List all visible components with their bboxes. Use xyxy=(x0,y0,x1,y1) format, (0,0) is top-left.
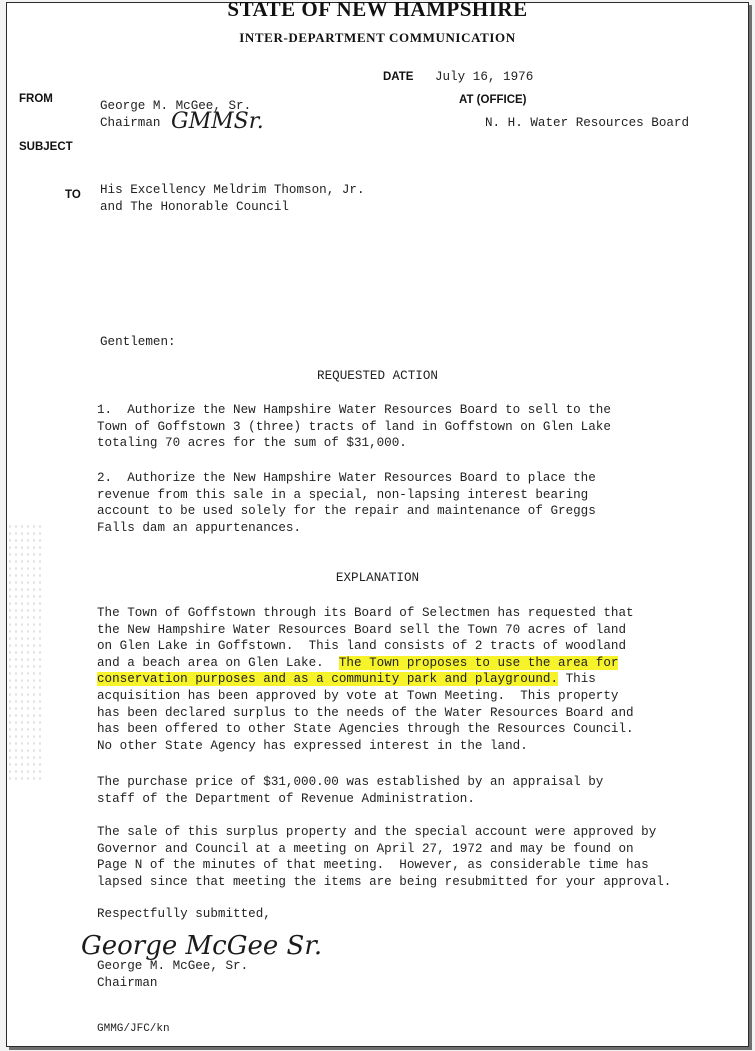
to-line-1: His Excellency Meldrim Thomson, Jr. xyxy=(100,183,365,197)
requested-action-heading: REQUESTED ACTION xyxy=(317,369,438,383)
at-office-value: N. H. Water Resources Board xyxy=(485,116,690,130)
sale-paragraph: The sale of this surplus property and the special account were approved by Governor and Council at a meeting on April 27, 1972 and may be found on Page N of the minutes of that meeting. However, as considerable time has lapsed since that meeting the items are being resubmitted for your approval. xyxy=(97,825,672,889)
date-label: DATE xyxy=(383,71,414,83)
subject-label: SUBJECT xyxy=(19,141,73,153)
action-item-1: 1. Authorize the New Hampshire Water Resources Board to sell to the Town of Goffstown 3 (three) tracts of land in Goffstown on Glen Lake totaling 70 acres for the sum of $31,000. xyxy=(97,403,611,451)
salutation: Gentlemen: xyxy=(100,335,176,349)
signer-title: Chairman xyxy=(97,976,158,990)
price-paragraph: The purchase price of $31,000.00 was established by an appraisal by staff of the Department of Revenue Administration. xyxy=(97,775,604,806)
letterhead-subtitle: INTER-DEPARTMENT COMMUNICATION xyxy=(239,30,516,45)
letterhead-state: STATE OF NEW HAMPSHIRE xyxy=(227,0,528,21)
from-label: FROM xyxy=(19,93,53,105)
explanation-heading: EXPLANATION xyxy=(335,571,420,585)
highlighted-text-1: The Town proposes to use the area for xyxy=(338,655,619,670)
date-value: July 16, 1976 xyxy=(435,70,534,84)
action-item-2: 2. Authorize the New Hampshire Water Resources Board to place the revenue from this sale in a special, non-lapsing interest bearing account to be used solely for the repair and maintenance of Greggs Falls dam an appurtenances. xyxy=(97,471,596,535)
to-label: TO xyxy=(65,189,81,201)
explanation-text-start: The Town of Goffstown through its Board of Selectmen has requested that the New Hampshire Water Resources Board sell the Town 70 acres of land on Glen Lake in Goffstown. This land consists of 2 tracts of woodland and a beach area on Glen Lake. xyxy=(97,606,634,670)
highlighted-text-2: conservation purposes and as a community park and playground. xyxy=(97,672,559,687)
from-title: Chairman xyxy=(100,116,161,130)
from-initials-signature: GMMSr. xyxy=(171,109,264,134)
explanation-paragraph xyxy=(97,605,634,754)
signer-name: George M. McGee, Sr. xyxy=(97,959,249,973)
scan-speckle xyxy=(7,523,43,783)
handwritten-signature: George McGee Sr. xyxy=(81,931,323,961)
closing-line: Respectfully submitted, xyxy=(97,907,271,921)
at-office-label: AT (OFFICE) xyxy=(459,94,527,106)
from-name: George M. McGee, Sr. xyxy=(100,99,252,113)
reference-initials: GMMG/JFC/kn xyxy=(97,1023,170,1035)
memo-page xyxy=(6,2,749,1047)
explanation-text-end: This acquisition has been approved by vote at Town Meeting. This property has been declared surplus to the needs of the Water Resources Board and has been offered to other State Agencies through the Resources Council. No other State Agency has expressed interest in the land. xyxy=(97,672,634,753)
to-line-2: and The Honorable Council xyxy=(100,200,289,214)
